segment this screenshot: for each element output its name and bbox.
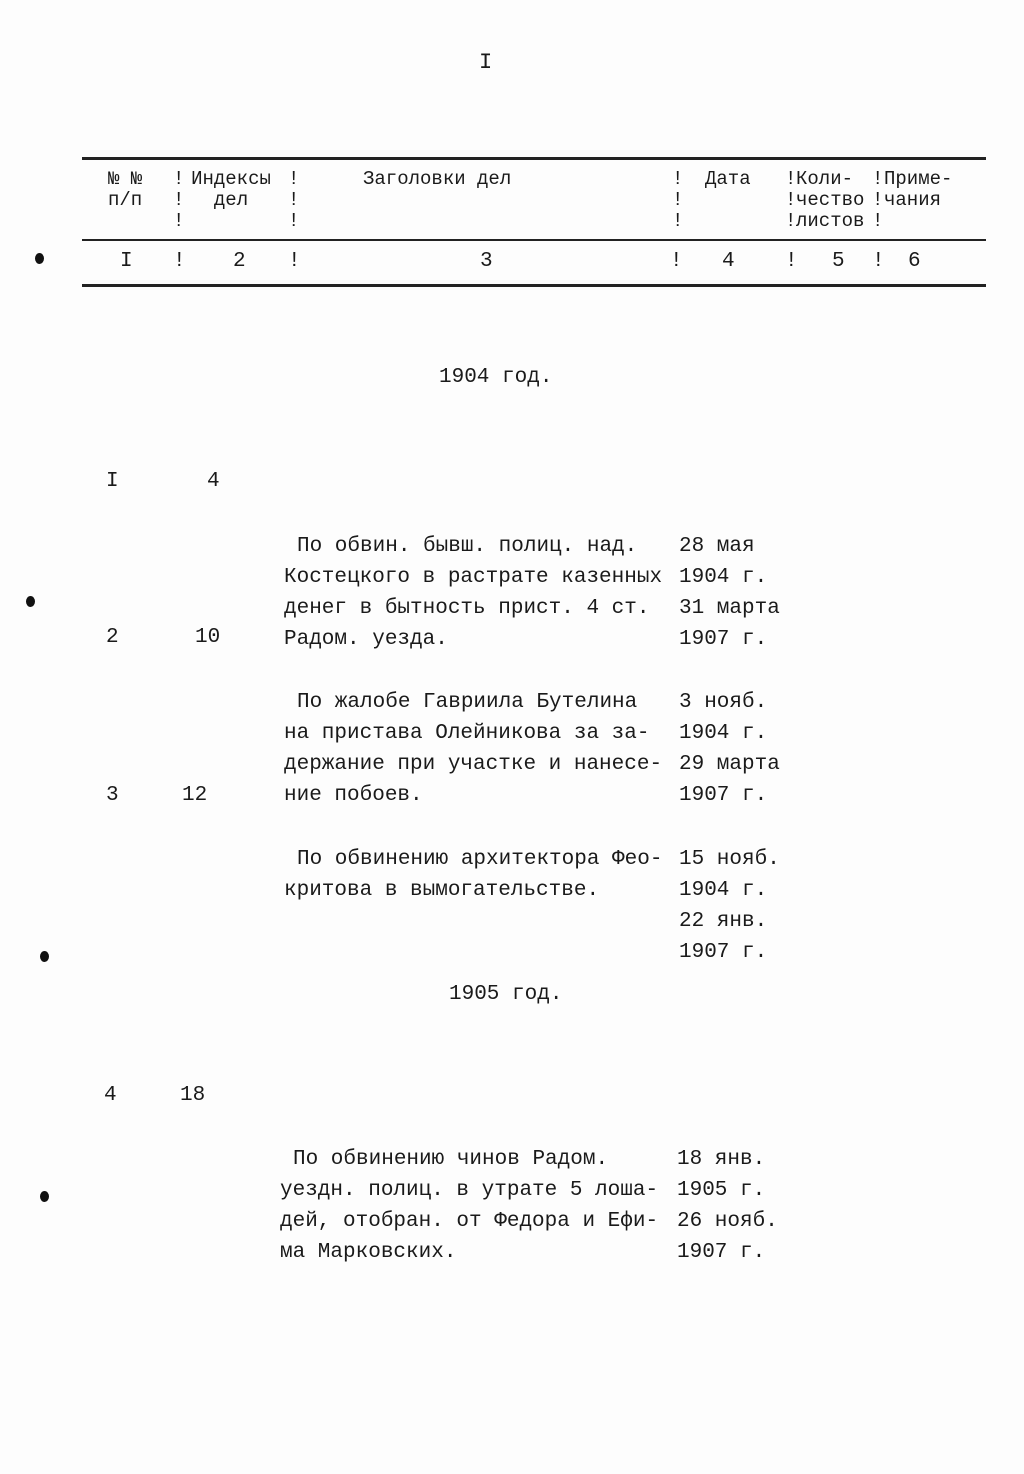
header-col-index: Индексы дел (191, 168, 271, 211)
year-heading: 1904 год. (439, 366, 553, 389)
table-top-rule (82, 157, 986, 160)
header-col-title: Заголовки дел (363, 168, 512, 190)
header-col-date: Дата (705, 168, 751, 190)
table-bottom-rule (82, 284, 986, 287)
entry-title: По жалобе Гавриила Бутелина на пристава Олейникова за за- держание при участке и нанесе- ние побоев. (284, 690, 663, 808)
entry-number: 3 (106, 784, 119, 807)
page-number: I (479, 50, 493, 75)
binding-hole-mark (26, 596, 35, 607)
entry-title: По обвинению чинов Радом. уездн. полиц. в утрате 5 лоша- дей, отобран. от Федора и Ефи- ма Марковских. (280, 1147, 659, 1265)
entry-title: По обвинению архитектора Фео- критова в вымогательстве. (284, 847, 663, 902)
entry-title: По обвин. бывш. полиц. над. Костецкого в растрате казенных денег в бытность прист. 4 ст. Радом. уезда. (284, 534, 663, 652)
entry-dates: 18 янв. 1905 г. 26 нояб. 1907 г. (677, 1147, 778, 1265)
entry-index: 4 (207, 470, 220, 493)
header-col-notes: Приме- чания (884, 168, 953, 211)
entry-number: I (106, 470, 119, 493)
entry-number: 2 (106, 626, 119, 649)
header-col-sheets: Коли- чество листов (796, 168, 865, 232)
entry-index: 10 (195, 626, 221, 649)
binding-hole-mark (40, 1191, 49, 1202)
entry-number: 4 (104, 1084, 117, 1107)
document-page: I № № п/п ! ! ! Индексы дел ! ! ! Заголовки дел ! ! ! Дата ! ! ! Коли- чество листов ! ! ! Приме- чания I ! 2 ! 3 ! 4 ! 5 ! 6 1904 год. I 4 По обвин. бывш. полиц. над. Костецкого в растрате казенных денег в бытность прист. 4 ст. Радом. уезда. 28 мая 1904 г. 31 марта 1907 г. 2 10 По жалобе Гавриила Бутелина на пристава Олейникова за за- держание при участке и нанесе- ние побоев. 3 нояб. 1904 г. 29 марта 1907 г. 3 12 По обвинению архитектора Фео- критова в вымогательстве. 15 нояб. 1904 г. 22 янв. 1907 г. 1905 год. 4 18 По обвинению чинов Радом. уездн. полиц. в утрате 5 лоша- дей, отобран. от Федора и Ефи- ма Марковских. 18 янв. 1905 г. 26 нояб. 1907 г. (0, 0, 1024, 1474)
table-header-rule (82, 239, 986, 241)
header-col-number: № № п/п (108, 168, 143, 211)
entry-index: 18 (180, 1084, 206, 1107)
entry-dates: 28 мая 1904 г. 31 марта 1907 г. (679, 534, 780, 652)
year-heading: 1905 год. (449, 983, 563, 1006)
entry-index: 12 (182, 784, 208, 807)
entry-dates: 3 нояб. 1904 г. 29 марта 1907 г. (679, 690, 780, 808)
entry-dates: 15 нояб. 1904 г. 22 янв. 1907 г. (679, 847, 780, 965)
binding-hole-mark (35, 253, 44, 264)
binding-hole-mark (40, 951, 49, 962)
